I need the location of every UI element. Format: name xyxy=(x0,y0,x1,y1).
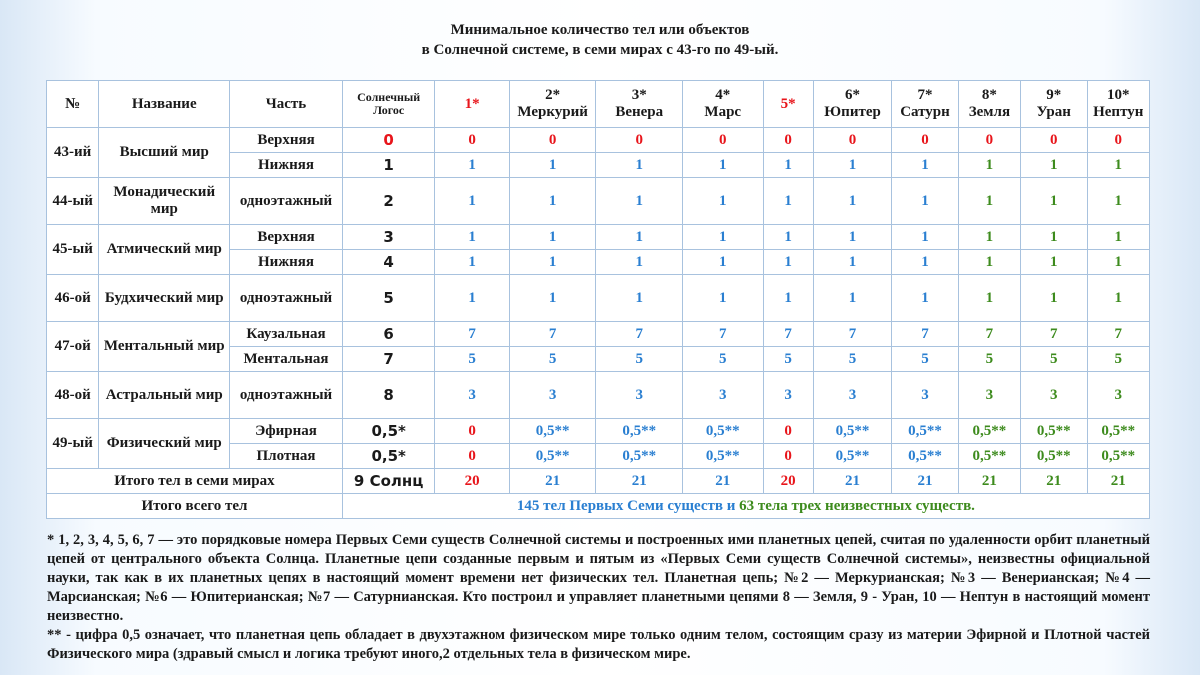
planet-value: 3 xyxy=(683,372,764,419)
totals-row xyxy=(47,469,1150,494)
grand-total-summary xyxy=(342,494,1149,519)
planet-value: 0,5** xyxy=(1021,444,1087,469)
world-name: Монадический мир xyxy=(99,178,230,225)
planet-value: 1 xyxy=(683,275,764,322)
planet-value: 0 xyxy=(435,128,509,153)
planet-value: 0 xyxy=(813,128,891,153)
planet-value: 3 xyxy=(596,372,683,419)
planet-value: 1 xyxy=(509,178,596,225)
world-number: 48-ой xyxy=(47,372,99,419)
planet-value: 1 xyxy=(763,275,813,322)
planet-value: 1 xyxy=(813,178,891,225)
planet-value: 1 xyxy=(813,250,891,275)
planet-value: 0,5** xyxy=(892,444,958,469)
world-part: Ментальная xyxy=(230,347,343,372)
planet-value: 0 xyxy=(683,128,764,153)
world-name: Ментальный мир xyxy=(99,322,230,372)
logos-value: 2 xyxy=(342,178,435,225)
planet-value: 3 xyxy=(1087,372,1150,419)
world-part: Верхняя xyxy=(230,225,343,250)
planet-value: 7 xyxy=(1087,322,1150,347)
header-name: Название xyxy=(99,81,230,128)
logos-value: 1 xyxy=(342,153,435,178)
planet-value: 3 xyxy=(813,372,891,419)
planet-value: 0,5** xyxy=(1087,444,1150,469)
planet-value: 5 xyxy=(813,347,891,372)
planet-value: 1 xyxy=(1087,275,1150,322)
planet-value: 1 xyxy=(596,153,683,178)
planet-value: 1 xyxy=(763,250,813,275)
planet-value: 0 xyxy=(435,419,509,444)
planet-value: 1 xyxy=(813,275,891,322)
planet-value: 1 xyxy=(509,275,596,322)
logos-value: 7 xyxy=(342,347,435,372)
planet-value: 1 xyxy=(958,250,1020,275)
header-planet: 2* Меркурий xyxy=(509,81,596,128)
total-cell: 21 xyxy=(892,469,958,494)
planet-value: 1 xyxy=(435,275,509,322)
planet-value: 3 xyxy=(763,372,813,419)
planet-value: 1 xyxy=(1087,250,1150,275)
header-planet: 8* Земля xyxy=(958,81,1020,128)
planet-value: 0 xyxy=(596,128,683,153)
table-row xyxy=(47,322,1150,347)
grand-total-part-1: 145 тел Первых Семи существ и xyxy=(516,497,740,514)
planet-value: 0,5** xyxy=(1087,419,1150,444)
planet-value: 1 xyxy=(763,153,813,178)
logos-value: 0 xyxy=(342,128,435,153)
world-part: Эфирная xyxy=(230,419,343,444)
planet-value: 1 xyxy=(683,153,764,178)
planet-value: 7 xyxy=(763,322,813,347)
planet-value: 1 xyxy=(892,250,958,275)
world-part: одноэтажный xyxy=(230,178,343,225)
planet-value: 1 xyxy=(892,275,958,322)
total-cell: 21 xyxy=(1087,469,1150,494)
world-part: Нижняя xyxy=(230,250,343,275)
header-planet: 1* xyxy=(435,81,509,128)
header-num: № xyxy=(47,81,99,128)
planet-value: 0,5** xyxy=(596,444,683,469)
world-number: 46-ой xyxy=(47,275,99,322)
total-cell: 20 xyxy=(435,469,509,494)
planet-value: 0,5** xyxy=(813,444,891,469)
planet-value: 1 xyxy=(1087,153,1150,178)
planet-value: 0,5** xyxy=(596,419,683,444)
table-row xyxy=(47,128,1150,153)
planet-value: 1 xyxy=(892,153,958,178)
world-name: Астральный мир xyxy=(99,372,230,419)
planet-value: 7 xyxy=(958,322,1020,347)
planet-value: 1 xyxy=(683,225,764,250)
world-part: одноэтажный xyxy=(230,372,343,419)
header-planet: 10* Нептун xyxy=(1087,81,1150,128)
planet-value: 5 xyxy=(435,347,509,372)
header-planet: 7* Сатурн xyxy=(892,81,958,128)
table-row xyxy=(47,419,1150,444)
planet-value: 0 xyxy=(763,419,813,444)
footnote-2: ** - цифра 0,5 означает, что планетная цепь обладает в двухэтажном физическом мире только одним телом, состоящим сразу из материи Эфирной и Плотной частей Физического мира (здравый смысл и логика требуют иного,2 отдельных тела в физическом мире. xyxy=(47,627,1150,662)
planet-value: 1 xyxy=(813,225,891,250)
planet-value: 0 xyxy=(509,128,596,153)
planet-value: 7 xyxy=(1021,322,1087,347)
planet-value: 1 xyxy=(1087,178,1150,225)
grand-total-row xyxy=(47,494,1150,519)
planet-value: 0,5** xyxy=(892,419,958,444)
world-number: 47-ой xyxy=(47,322,99,372)
title-line-2: в Солнечной системе, в семи мирах с 43-го по 49-ый. xyxy=(421,42,779,58)
planet-value: 1 xyxy=(435,225,509,250)
planet-value: 0 xyxy=(1021,128,1087,153)
planet-value: 1 xyxy=(1087,225,1150,250)
total-cell: 21 xyxy=(1021,469,1087,494)
planet-value: 1 xyxy=(596,250,683,275)
total-cell: 21 xyxy=(596,469,683,494)
planet-value: 1 xyxy=(958,275,1020,322)
planet-value: 1 xyxy=(892,178,958,225)
header-planet: 9* Уран xyxy=(1021,81,1087,128)
world-part: Каузальная xyxy=(230,322,343,347)
planet-value: 0,5** xyxy=(683,444,764,469)
world-part: Плотная xyxy=(230,444,343,469)
world-name: Физический мир xyxy=(99,419,230,469)
header-planet: 3* Венера xyxy=(596,81,683,128)
logos-value: 0,5* xyxy=(342,444,435,469)
grand-total-label: Итого всего тел xyxy=(47,494,343,519)
logos-value: 8 xyxy=(342,372,435,419)
total-cell: 21 xyxy=(958,469,1020,494)
planet-value: 1 xyxy=(596,275,683,322)
planet-value: 1 xyxy=(435,250,509,275)
logos-value: 6 xyxy=(342,322,435,347)
planet-value: 7 xyxy=(435,322,509,347)
planet-value: 1 xyxy=(1021,178,1087,225)
planet-value: 0,5** xyxy=(1021,419,1087,444)
planet-value: 5 xyxy=(892,347,958,372)
table-row xyxy=(47,225,1150,250)
totals-label: Итого тел в семи мирах xyxy=(47,469,343,494)
planet-value: 1 xyxy=(435,153,509,178)
planet-value: 1 xyxy=(763,225,813,250)
planet-value: 5 xyxy=(596,347,683,372)
logos-value: 5 xyxy=(342,275,435,322)
planet-value: 0,5** xyxy=(958,444,1020,469)
planet-value: 0 xyxy=(763,128,813,153)
world-number: 44-ый xyxy=(47,178,99,225)
planet-value: 0,5** xyxy=(509,419,596,444)
total-cell: 21 xyxy=(509,469,596,494)
header-planet: 6* Юпитер xyxy=(813,81,891,128)
planet-value: 1 xyxy=(813,153,891,178)
planet-value: 5 xyxy=(1087,347,1150,372)
total-cell: 21 xyxy=(813,469,891,494)
total-cell: 20 xyxy=(763,469,813,494)
planet-value: 7 xyxy=(509,322,596,347)
world-number: 49-ый xyxy=(47,419,99,469)
planet-value: 7 xyxy=(596,322,683,347)
planet-value: 1 xyxy=(958,153,1020,178)
planet-value: 0,5** xyxy=(683,419,764,444)
planet-value: 0,5** xyxy=(958,419,1020,444)
world-number: 43-ий xyxy=(47,128,99,178)
world-name: Атмический мир xyxy=(99,225,230,275)
planet-value: 5 xyxy=(1021,347,1087,372)
planet-value: 0 xyxy=(435,444,509,469)
planet-value: 1 xyxy=(509,153,596,178)
header-planet: 4* Марс xyxy=(683,81,764,128)
planet-value: 0,5** xyxy=(813,419,891,444)
planet-value: 0 xyxy=(763,444,813,469)
planet-value: 1 xyxy=(435,178,509,225)
footnotes xyxy=(47,531,1150,664)
world-name: Будхический мир xyxy=(99,275,230,322)
logos-value: 0,5* xyxy=(342,419,435,444)
table-row xyxy=(47,178,1150,225)
planet-value: 0,5** xyxy=(509,444,596,469)
planet-value: 1 xyxy=(596,225,683,250)
planet-value: 1 xyxy=(1021,275,1087,322)
header-part: Часть xyxy=(230,81,343,128)
bodies-table xyxy=(46,80,1150,519)
planet-value: 1 xyxy=(958,225,1020,250)
planet-value: 1 xyxy=(683,250,764,275)
planet-value: 5 xyxy=(763,347,813,372)
header-row xyxy=(47,81,1150,128)
planet-value: 3 xyxy=(892,372,958,419)
footnote-1: * 1, 2, 3, 4, 5, 6, 7 — это порядковые номера Первых Семи существ Солнечной системы и построенных ими планетных цепей, считая по удаленности орбит планетный цепей от центрального объекта Солнца. Планетные цепи созданные первым и пятым из «Первых Семи существ Солнечной системы», неизвестны официальной науки, так как в их планетных цепях в настоящий момент времени нет физических тел. Планетная цепь; №2 — Меркурианская; №3 — Венерианская; №4 — Марсианская; №6 — Юпитерианская; №7 — Сатурнианская. Кто построил и управляет планетными цепями 8 — Земля, 9 - Уран, 10 — Нептун в настоящий момент неизвестно. xyxy=(47,532,1150,624)
planet-value: 1 xyxy=(509,225,596,250)
planet-value: 0 xyxy=(892,128,958,153)
world-part: Верхняя xyxy=(230,128,343,153)
planet-value: 1 xyxy=(1021,250,1087,275)
world-name: Высший мир xyxy=(99,128,230,178)
grand-total-part-2: 63 тела трех неизвестных существ. xyxy=(739,497,975,514)
planet-value: 3 xyxy=(435,372,509,419)
world-number: 45-ый xyxy=(47,225,99,275)
table-row xyxy=(47,372,1150,419)
planet-value: 1 xyxy=(1021,225,1087,250)
totals-logos: 9 Солнц xyxy=(342,469,435,494)
table-body xyxy=(47,128,1150,469)
planet-value: 0 xyxy=(958,128,1020,153)
planet-value: 1 xyxy=(892,225,958,250)
planet-value: 1 xyxy=(763,178,813,225)
page-title xyxy=(0,20,1200,60)
world-part: одноэтажный xyxy=(230,275,343,322)
logos-value: 4 xyxy=(342,250,435,275)
planet-value: 5 xyxy=(958,347,1020,372)
planet-value: 5 xyxy=(509,347,596,372)
planet-value: 7 xyxy=(892,322,958,347)
logos-value: 3 xyxy=(342,225,435,250)
total-cell: 21 xyxy=(683,469,764,494)
planet-value: 5 xyxy=(683,347,764,372)
planet-value: 3 xyxy=(509,372,596,419)
title-line-1: Минимальное количество тел или объектов xyxy=(450,22,750,38)
planet-value: 0 xyxy=(1087,128,1150,153)
planet-value: 1 xyxy=(683,178,764,225)
planet-value: 1 xyxy=(1021,153,1087,178)
planet-value: 1 xyxy=(596,178,683,225)
planet-value: 7 xyxy=(813,322,891,347)
world-part: Нижняя xyxy=(230,153,343,178)
header-planet: 5* xyxy=(763,81,813,128)
planet-value: 7 xyxy=(683,322,764,347)
planet-value: 1 xyxy=(958,178,1020,225)
header-logos: Солнечный Логос xyxy=(342,81,435,128)
planet-value: 3 xyxy=(958,372,1020,419)
planet-value: 1 xyxy=(509,250,596,275)
planet-value: 3 xyxy=(1021,372,1087,419)
table-row xyxy=(47,275,1150,322)
